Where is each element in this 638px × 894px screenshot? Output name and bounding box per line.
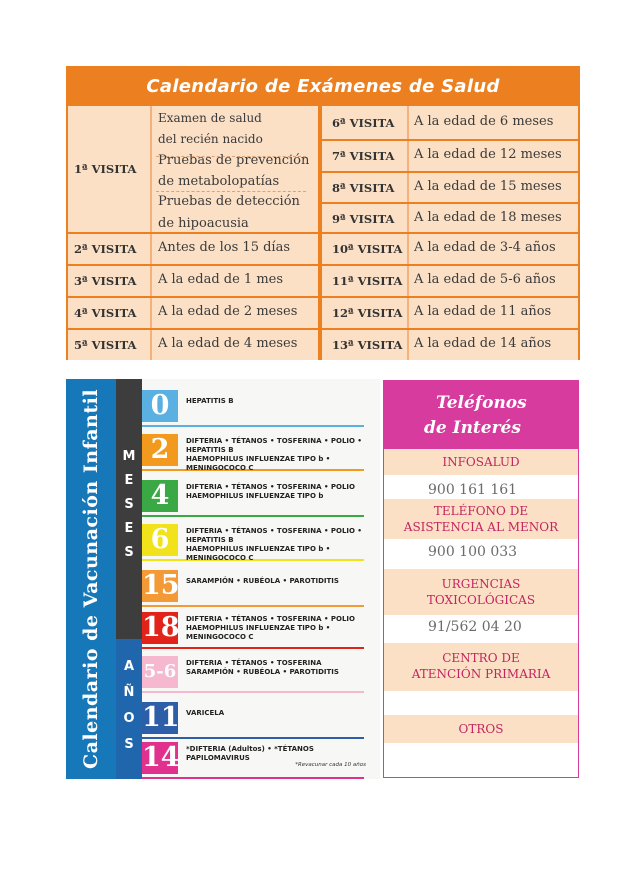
first-visit-label: 1ª VISITA <box>74 162 137 176</box>
row-underline <box>142 691 364 693</box>
phone-entry-label: ASISTENCIA AL MENOR <box>403 520 559 534</box>
phones-header <box>384 381 578 449</box>
visit-label: 6ª VISITA <box>332 116 395 130</box>
months-letter: E <box>124 521 134 536</box>
row-line <box>322 202 580 204</box>
visit-age: A la edad de 12 meses <box>414 147 562 162</box>
visit-age: A la edad de 6 meses <box>414 114 554 129</box>
vaccine-line: HAEMOPHILUS INFLUENZAE TIPO b • MENINGOCOCO C <box>186 455 331 472</box>
vaccine-line: DIFTERIA • TÉTANOS • TOSFERINA <box>186 659 322 667</box>
vaccine-line: *DIFTERIA (Adultos) • *TÉTANOS <box>186 745 314 753</box>
row-line <box>322 171 580 173</box>
first-visit-item: de hipoacusia <box>158 216 249 231</box>
age-number: 0 <box>150 390 170 421</box>
phones-title-line2: de Interés <box>424 418 521 438</box>
phone-entry-band <box>384 499 578 539</box>
visit-label: 9ª VISITA <box>332 212 395 226</box>
first-visit-item: del recién nacido <box>158 132 263 146</box>
vaccine-list <box>186 527 376 563</box>
visit-label: 3ª VISITA <box>74 274 137 288</box>
first-visit-item: Pruebas de detección <box>158 194 300 209</box>
vaccine-list <box>186 709 376 718</box>
vaccine-line: HAEMOPHILUS INFLUENZAE TIPO b <box>186 492 324 500</box>
row-line <box>322 139 580 141</box>
vaccine-line: DIFTERIA • TÉTANOS • TOSFERINA • POLIO <box>186 615 355 623</box>
visit-label: 12ª VISITA <box>332 306 403 320</box>
row-line <box>66 232 320 234</box>
phone-entry-label: INFOSALUD <box>442 455 520 469</box>
age-number: 14 <box>142 742 180 773</box>
visit-age: A la edad de 18 meses <box>414 210 562 225</box>
vaccination-title-wrap <box>66 379 116 779</box>
phone-entry-label: CENTRO DE <box>442 651 520 665</box>
row-line <box>322 296 580 298</box>
phones-title-line1: Teléfonos <box>436 393 527 413</box>
age-number: 15 <box>142 570 180 601</box>
vaccination-row <box>142 519 380 565</box>
years-letter: O <box>123 711 135 726</box>
vaccine-list <box>186 437 376 473</box>
age-number: 11 <box>142 702 180 733</box>
visit-label: 13ª VISITA <box>332 338 403 352</box>
row-underline <box>142 777 364 779</box>
visit-age: A la edad de 4 meses <box>158 336 298 351</box>
years-band <box>116 639 142 779</box>
age-number: 18 <box>142 612 180 643</box>
years-letter: Ñ <box>123 685 135 700</box>
vaccine-list <box>186 397 376 406</box>
visit-label: 5ª VISITA <box>74 338 137 352</box>
row-underline <box>142 425 364 427</box>
months-letter: E <box>124 473 134 488</box>
visit-age: Antes de los 15 días <box>158 240 290 255</box>
vaccine-line: HAEMOPHILUS INFLUENZAE TIPO b • MENINGOCOCO C <box>186 545 331 562</box>
vaccination-title: Calendario de Vacunación Infantil <box>80 388 102 770</box>
vaccination-row <box>142 429 380 475</box>
phone-entry-band <box>384 643 578 691</box>
row-line <box>66 328 320 330</box>
exam-calendar-table <box>66 66 580 360</box>
years-letter: S <box>124 737 134 752</box>
phone-entry-band <box>384 569 578 615</box>
visit-label: 2ª VISITA <box>74 242 137 256</box>
age-number: 5-6 <box>143 661 177 682</box>
phone-number[interactable]: 91/562 04 20 <box>428 619 522 635</box>
row-underline <box>142 515 364 517</box>
vaccine-line: SARAMPIÓN • RUBÉOLA • PAROTIDITIS <box>186 668 339 676</box>
visit-age: A la edad de 1 mes <box>158 272 284 287</box>
phone-entry-label: TELÉFONO DE <box>433 504 529 518</box>
first-visit-item: Pruebas de prevención <box>158 153 310 168</box>
vaccination-row <box>142 737 380 779</box>
vaccine-list <box>186 615 376 642</box>
vaccine-line: DIFTERIA • TÉTANOS • TOSFERINA • POLIO • HEPATITIS B <box>186 437 362 454</box>
visit-age: A la edad de 2 meses <box>158 304 298 319</box>
phone-entry-band <box>384 449 578 475</box>
visit-age: A la edad de 14 años <box>414 336 552 351</box>
row-line <box>322 232 580 234</box>
vaccine-list <box>186 659 376 677</box>
row-underline <box>142 647 364 649</box>
first-visit-item: Examen de salud <box>158 111 262 125</box>
vaccine-line: DIFTERIA • TÉTANOS • TOSFERINA • POLIO <box>186 483 355 491</box>
phone-number[interactable]: 900 100 033 <box>428 544 518 560</box>
age-number: 4 <box>150 480 170 511</box>
vaccine-line: DIFTERIA • TÉTANOS • TOSFERINA • POLIO • HEPATITIS B <box>186 527 362 544</box>
phone-entry-label: TOXICOLÓGICAS <box>426 593 536 607</box>
row-line <box>66 296 320 298</box>
first-visit-item: de metabolopatías <box>158 174 280 189</box>
vaccine-list <box>186 745 376 763</box>
age-number: 2 <box>150 434 170 465</box>
vaccine-line: HEPATITIS B <box>186 397 234 405</box>
months-letter: S <box>124 545 134 560</box>
vaccination-row <box>142 607 380 653</box>
months-band <box>116 379 142 639</box>
vaccine-line: VARICELA <box>186 709 225 717</box>
phones-of-interest-box <box>383 380 579 778</box>
vaccination-calendar <box>66 379 380 779</box>
vaccine-line: SARAMPIÓN • RUBÉOLA • PAROTIDITIS <box>186 577 339 585</box>
age-number: 6 <box>150 524 170 555</box>
months-letter: S <box>124 497 134 512</box>
vaccine-list <box>186 483 376 501</box>
visit-label: 10ª VISITA <box>332 242 403 256</box>
phone-entry-label: OTROS <box>458 722 504 736</box>
years-letter: A <box>123 659 135 674</box>
months-letter: M <box>122 449 136 464</box>
row-line <box>322 328 580 330</box>
row-line <box>66 264 320 266</box>
visit-label: 11ª VISITA <box>332 274 403 288</box>
visit-age: A la edad de 11 años <box>414 304 552 319</box>
vaccine-list <box>186 577 376 586</box>
vaccination-row <box>142 385 380 431</box>
phone-entry-band <box>384 715 578 743</box>
dashed-separator <box>156 191 306 192</box>
row-line <box>322 264 580 266</box>
visit-label: 4ª VISITA <box>74 306 137 320</box>
vaccine-line: PAPILOMAVIRUS <box>186 754 250 762</box>
visit-age: A la edad de 5-6 años <box>414 272 556 287</box>
exam-calendar-title: Calendario de Exámenes de Salud <box>66 66 580 106</box>
visit-label: 8ª VISITA <box>332 181 395 195</box>
visit-label: 7ª VISITA <box>332 149 395 163</box>
vaccination-row <box>142 475 380 521</box>
vaccination-row <box>142 565 380 611</box>
phone-entry-label: URGENCIAS <box>441 577 521 591</box>
phone-entry-label: ATENCIÓN PRIMARIA <box>411 667 551 681</box>
vaccine-line: HAEMOPHILUS INFLUENZAE TIPO b • MENINGOCOCO C <box>186 624 331 641</box>
revaccination-note: *Revacunar cada 10 años <box>295 762 366 768</box>
vaccination-row <box>142 651 380 697</box>
phone-number[interactable]: 900 161 161 <box>428 482 518 498</box>
visit-age: A la edad de 15 meses <box>414 179 562 194</box>
visit-age: A la edad de 3-4 años <box>414 240 556 255</box>
